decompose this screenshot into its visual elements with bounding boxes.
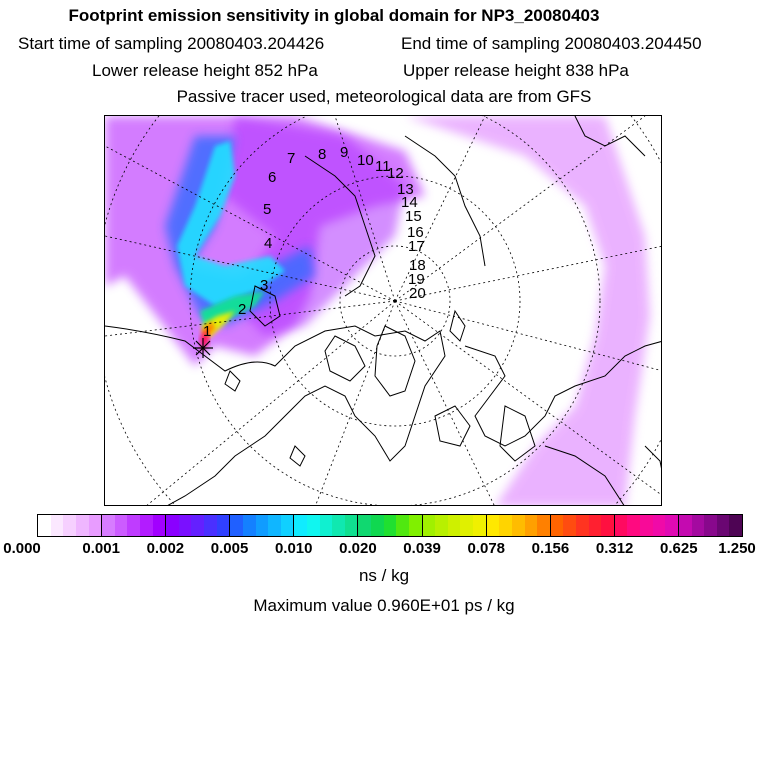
colorbar-swatch [563, 515, 576, 536]
colorbar-segment [293, 515, 357, 536]
colorbar-swatch [153, 515, 166, 536]
trajectory-label: 6 [268, 169, 277, 186]
tracer-info-text: Passive tracer used, meteorological data are from GFS [176, 87, 592, 106]
colorbar-swatch [115, 515, 128, 536]
trajectory-label: 1 [203, 323, 212, 340]
colorbar-swatch [179, 515, 192, 536]
start-time-text: Start time of sampling 20080403.204426 [18, 34, 325, 53]
trajectory-label: 9 [340, 144, 349, 161]
trajectory-label: 12 [387, 165, 404, 182]
colorbar-swatch [345, 515, 358, 536]
figure-title: Footprint emission sensitivity in global domain for NP3_20080403 [68, 6, 600, 25]
colorbar-swatch [487, 515, 500, 536]
trajectory-label: 4 [264, 235, 273, 252]
trajectory-label: 7 [287, 150, 296, 167]
colorbar-segment [165, 515, 229, 536]
colorbar-segment [678, 515, 742, 536]
colorbar-swatch [537, 515, 550, 536]
colorbar-segment [229, 515, 293, 536]
release-point-star-icon [193, 338, 213, 358]
colorbar-swatch [243, 515, 256, 536]
colorbar-segment [101, 515, 165, 536]
colorbar-swatch [281, 515, 294, 536]
colorbar-swatch [589, 515, 602, 536]
colorbar-swatch [512, 515, 525, 536]
map-canvas [105, 116, 662, 506]
colorbar-swatch [63, 515, 76, 536]
colorbar-swatch [268, 515, 281, 536]
colorbar-swatch [704, 515, 717, 536]
colorbar-tick-label: 0.312 [595, 540, 634, 557]
trajectory-label: 17 [408, 238, 425, 255]
colorbar-swatch [230, 515, 243, 536]
colorbar-swatch [38, 515, 51, 536]
colorbar-tick-label: 0.002 [146, 540, 185, 557]
colorbar-tick-label: 0.039 [403, 540, 441, 557]
colorbar-swatch [102, 515, 115, 536]
colorbar-swatch [601, 515, 614, 536]
trajectory-label: 14 [401, 194, 418, 211]
colorbar-tick-label: 0.000 [3, 540, 41, 557]
colorbar-swatch [384, 515, 397, 536]
colorbar-swatch [473, 515, 486, 536]
colorbar-swatch [448, 515, 461, 536]
colorbar-segment [422, 515, 486, 536]
trajectory-label: 2 [238, 301, 247, 318]
colorbar-swatch [89, 515, 102, 536]
colorbar-swatch [140, 515, 153, 536]
colorbar-tick-label: 0.001 [82, 540, 120, 557]
colorbar-swatch [499, 515, 512, 536]
colorbar-swatch [204, 515, 217, 536]
colorbar-swatch [615, 515, 628, 536]
colorbar-tick-label: 0.010 [274, 540, 313, 557]
colorbar-swatch [409, 515, 422, 536]
trajectory-label: 11 [375, 158, 391, 175]
colorbar-swatch [525, 515, 538, 536]
colorbar-swatch [307, 515, 320, 536]
trajectory-label: 5 [263, 201, 272, 218]
colorbar-swatch [576, 515, 589, 536]
end-time-text: End time of sampling 20080403.204450 [401, 34, 702, 53]
colorbar-swatch [217, 515, 230, 536]
trajectory-label: 18 [409, 257, 426, 274]
maximum-value-label: Maximum value 0.960E+01 ps / kg [253, 596, 515, 615]
colorbar-swatch [358, 515, 371, 536]
colorbar-swatch [551, 515, 564, 536]
colorbar-swatch [627, 515, 640, 536]
colorbar-swatch [423, 515, 436, 536]
colorbar-swatch [692, 515, 705, 536]
trajectory-label: 15 [405, 208, 422, 225]
colorbar [37, 514, 743, 537]
trajectory-label: 16 [407, 224, 424, 241]
colorbar-segment [357, 515, 421, 536]
colorbar-segment [38, 515, 101, 536]
trajectory-label: 19 [408, 271, 425, 288]
colorbar-swatch [653, 515, 666, 536]
footprint-map [104, 115, 662, 506]
upper-release-height-text: Upper release height 838 hPa [403, 61, 629, 80]
colorbar-swatch [435, 515, 448, 536]
colorbar-swatch [166, 515, 179, 536]
trajectory-label: 13 [397, 181, 414, 198]
colorbar-swatch [76, 515, 89, 536]
colorbar-swatch [51, 515, 64, 536]
colorbar-tick-label: 0.020 [339, 540, 377, 557]
colorbar-swatch [371, 515, 384, 536]
colorbar-segment [486, 515, 550, 536]
lower-release-height-text: Lower release height 852 hPa [92, 61, 318, 80]
units-label: ns / kg [358, 566, 410, 585]
colorbar-tick-label: 0.078 [467, 540, 506, 557]
colorbar-swatch [679, 515, 692, 536]
colorbar-swatch [665, 515, 678, 536]
colorbar-tick-label: 0.625 [660, 540, 698, 557]
colorbar-swatch [460, 515, 473, 536]
colorbar-swatch [191, 515, 204, 536]
colorbar-swatch [256, 515, 269, 536]
colorbar-swatch [320, 515, 333, 536]
trajectory-label: 3 [260, 277, 269, 294]
trajectory-label: 8 [318, 146, 327, 163]
colorbar-tick-label: 1.250 [718, 540, 756, 557]
colorbar-segment [550, 515, 614, 536]
trajectory-label: 10 [357, 152, 374, 169]
colorbar-tick-label: 0.005 [210, 540, 249, 557]
colorbar-segment [614, 515, 678, 536]
colorbar-swatch [729, 515, 742, 536]
colorbar-swatch [396, 515, 409, 536]
colorbar-swatch [127, 515, 140, 536]
colorbar-swatch [332, 515, 345, 536]
colorbar-tick-label: 0.156 [531, 540, 570, 557]
colorbar-swatch [294, 515, 307, 536]
colorbar-swatch [640, 515, 653, 536]
trajectory-label: 20 [409, 285, 426, 302]
colorbar-swatch [717, 515, 730, 536]
